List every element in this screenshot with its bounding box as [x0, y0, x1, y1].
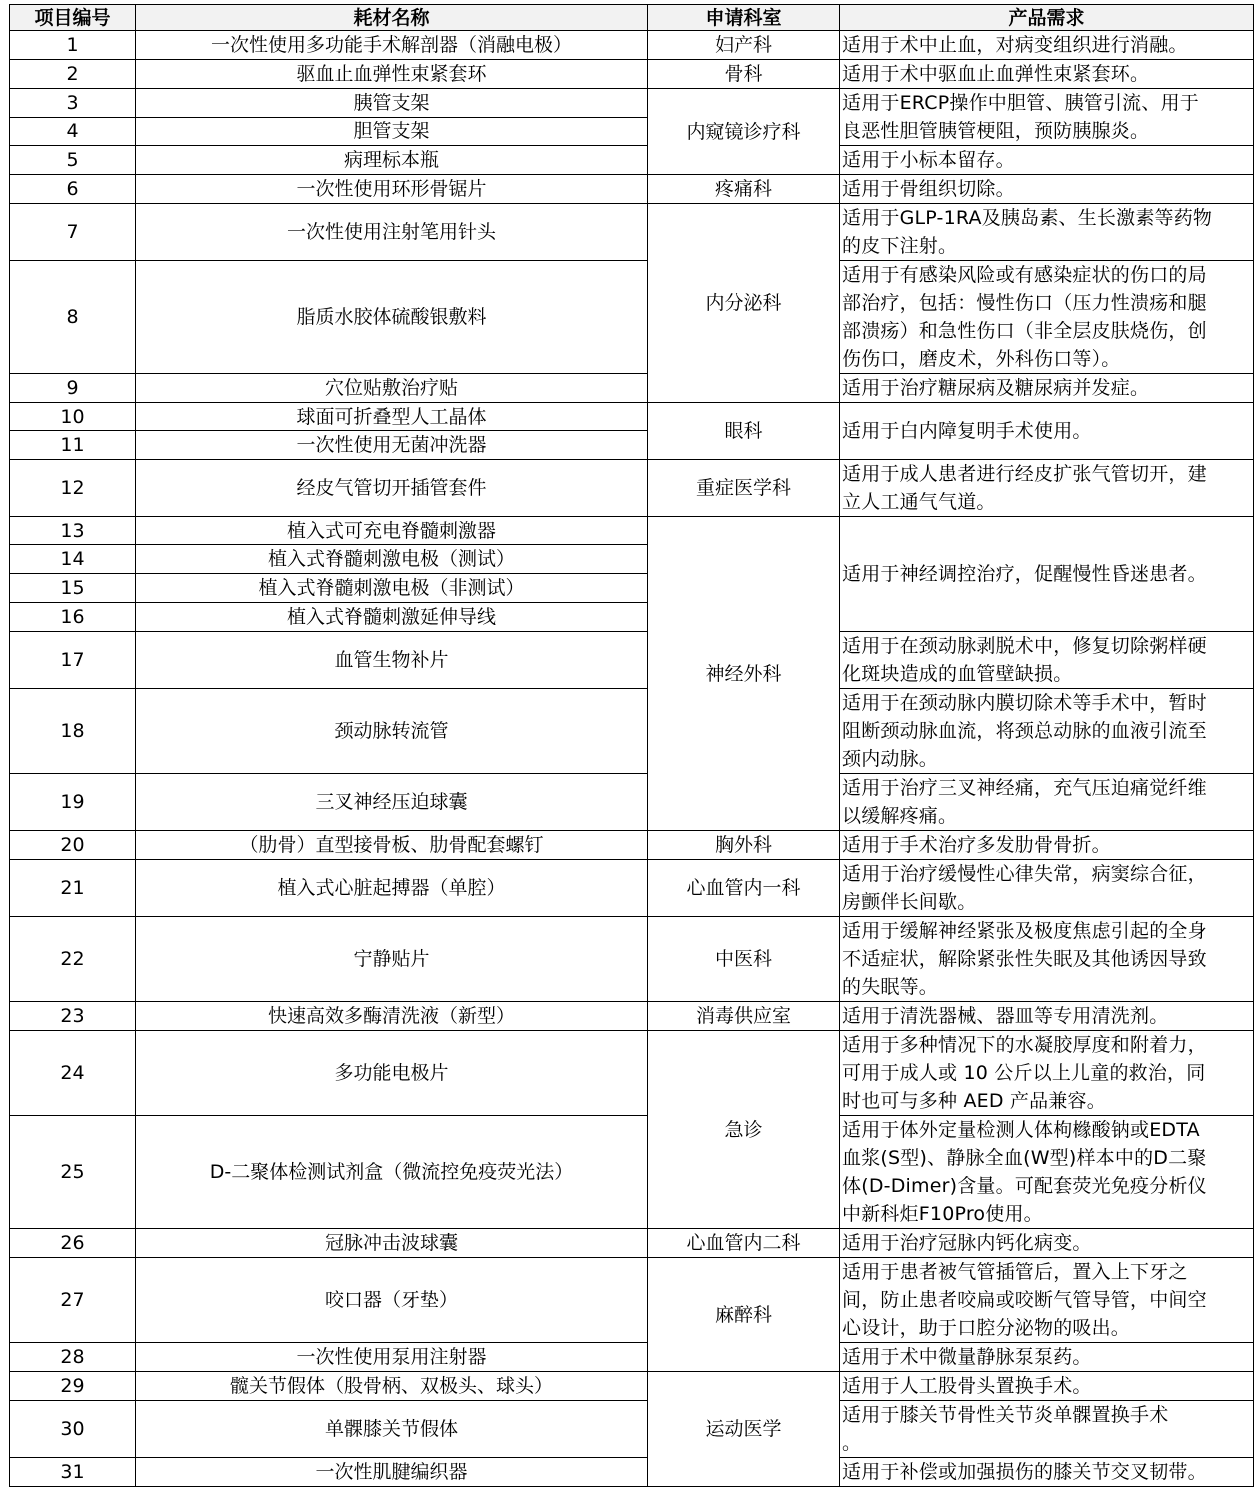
- table-row: [10, 831, 1254, 860]
- item-number: 18: [10, 689, 136, 774]
- item-number: 26: [10, 1229, 136, 1258]
- department-cell: 妇产科: [648, 31, 840, 60]
- requirement-cell: 适用于成人患者进行经皮扩张气管切开，建 立人工通气气道。: [840, 460, 1254, 517]
- item-name: 多功能电极片: [136, 1031, 648, 1116]
- requirement-cell: 适用于有感染风险或有感染症状的伤口的局 部治疗，包括：慢性伤口（压力性溃疡和腿 部溃疡）和急性伤口（非全层皮肤烧伤，创 伤伤口，磨皮术，外科伤口等）。: [840, 261, 1254, 374]
- table-row: [10, 31, 1254, 60]
- requirement-cell: 适用于人工股骨头置换手术。: [840, 1372, 1254, 1401]
- department-cell: 急诊: [648, 1031, 840, 1229]
- item-number: 29: [10, 1372, 136, 1401]
- department-cell: 胸外科: [648, 831, 840, 860]
- table-row: [10, 1401, 1254, 1458]
- table-row: [10, 1229, 1254, 1258]
- requirement-cell: 适用于骨组织切除。: [840, 175, 1254, 204]
- header-department: 申请科室: [648, 5, 840, 31]
- item-name: （肋骨）直型接骨板、肋骨配套螺钉: [136, 831, 648, 860]
- table-row: [10, 374, 1254, 403]
- item-name: 冠脉冲击波球囊: [136, 1229, 648, 1258]
- item-name: 一次性使用泵用注射器: [136, 1343, 648, 1372]
- item-number: 14: [10, 545, 136, 574]
- item-name: 脂质水胶体硫酸银敷料: [136, 261, 648, 374]
- table-row: [10, 60, 1254, 89]
- requirement-cell: 适用于术中微量静脉泵泵药。: [840, 1343, 1254, 1372]
- item-number: 11: [10, 431, 136, 460]
- item-name: 三叉神经压迫球囊: [136, 774, 648, 831]
- item-number: 22: [10, 917, 136, 1002]
- item-number: 19: [10, 774, 136, 831]
- item-number: 17: [10, 632, 136, 689]
- item-name: 植入式脊髓刺激电极（测试）: [136, 545, 648, 574]
- item-name: 一次性使用环形骨锯片: [136, 175, 648, 204]
- table-row: [10, 917, 1254, 1002]
- item-name: 血管生物补片: [136, 632, 648, 689]
- requirement-cell: 适用于神经调控治疗，促醒慢性昏迷患者。: [840, 517, 1254, 632]
- item-number: 12: [10, 460, 136, 517]
- item-name: 一次性使用多功能手术解剖器（消融电极）: [136, 31, 648, 60]
- table-row: [10, 1343, 1254, 1372]
- requirement-cell: 适用于补偿或加强损伤的膝关节交叉韧带。: [840, 1458, 1254, 1487]
- requirement-cell: 适用于膝关节骨性关节炎单髁置换手术 。: [840, 1401, 1254, 1458]
- requirement-cell: 适用于在颈动脉剥脱术中，修复切除粥样硬 化斑块造成的血管壁缺损。: [840, 632, 1254, 689]
- item-name: 驱血止血弹性束紧套环: [136, 60, 648, 89]
- requirement-cell: 适用于多种情况下的水凝胶厚度和附着力， 可用于成人或 10 公斤以上儿童的救治，同 时也可与多种 AED 产品兼容。: [840, 1031, 1254, 1116]
- item-name: 一次性使用注射笔用针头: [136, 204, 648, 261]
- item-number: 24: [10, 1031, 136, 1116]
- item-number: 21: [10, 860, 136, 917]
- item-number: 4: [10, 117, 136, 146]
- item-name: D-二聚体检测试剂盒（微流控免疫荧光法）: [136, 1116, 648, 1229]
- item-number: 5: [10, 146, 136, 175]
- item-number: 15: [10, 574, 136, 603]
- requirement-cell: 适用于ERCP操作中胆管、胰管引流、用于 良恶性胆管胰管梗阻，预防胰腺炎。: [840, 89, 1254, 146]
- table-row: [10, 632, 1254, 689]
- item-name: 胰管支架: [136, 89, 648, 118]
- department-cell: 运动医学: [648, 1372, 840, 1487]
- table-row: [10, 89, 1254, 118]
- table-row: [10, 517, 1254, 545]
- department-cell: 内窥镜诊疗科: [648, 89, 840, 175]
- department-cell: 中医科: [648, 917, 840, 1002]
- item-name: 植入式心脏起搏器（单腔）: [136, 860, 648, 917]
- item-name: 胆管支架: [136, 117, 648, 146]
- requirement-cell: 适用于清洗器械、器皿等专用清洗剂。: [840, 1002, 1254, 1031]
- item-name: 快速高效多酶清洗液（新型）: [136, 1002, 648, 1031]
- department-cell: 心血管内二科: [648, 1229, 840, 1258]
- department-cell: 骨科: [648, 60, 840, 89]
- table-row: [10, 689, 1254, 774]
- table-row: [10, 261, 1254, 374]
- requirement-cell: 适用于患者被气管插管后，置入上下牙之 间，防止患者咬扁或咬断气管导管，中间空 心设计，助于口腔分泌物的吸出。: [840, 1258, 1254, 1343]
- item-name: 病理标本瓶: [136, 146, 648, 175]
- department-cell: 内分泌科: [648, 204, 840, 403]
- requirement-cell: 适用于治疗冠脉内钙化病变。: [840, 1229, 1254, 1258]
- header-item-name: 耗材名称: [136, 5, 648, 31]
- item-number: 30: [10, 1401, 136, 1458]
- item-name: 一次性肌腱编织器: [136, 1458, 648, 1487]
- header-item-no: 项目编号: [10, 5, 136, 31]
- table-row: [10, 403, 1254, 431]
- item-name: 植入式可充电脊髓刺激器: [136, 517, 648, 545]
- table-row: [10, 1458, 1254, 1487]
- item-number: 16: [10, 603, 136, 632]
- item-name: 咬口器（牙垫）: [136, 1258, 648, 1343]
- department-cell: 重症医学科: [648, 460, 840, 517]
- requirement-cell: 适用于治疗缓慢性心律失常，病窦综合征， 房颤伴长间歇。: [840, 860, 1254, 917]
- table-row: [10, 1258, 1254, 1343]
- item-number: 10: [10, 403, 136, 431]
- item-name: 植入式脊髓刺激延伸导线: [136, 603, 648, 632]
- item-number: 6: [10, 175, 136, 204]
- requirement-cell: 适用于缓解神经紧张及极度焦虑引起的全身 不适症状，解除紧张性失眠及其他诱因导致 的失眠等。: [840, 917, 1254, 1002]
- table-row: [10, 1372, 1254, 1401]
- table-row: [10, 460, 1254, 517]
- item-number: 20: [10, 831, 136, 860]
- item-name: 一次性使用无菌冲洗器: [136, 431, 648, 460]
- requirement-cell: 适用于术中驱血止血弹性束紧套环。: [840, 60, 1254, 89]
- item-number: 3: [10, 89, 136, 118]
- requirement-cell: 适用于在颈动脉内膜切除术等手术中，暂时 阻断颈动脉血流，将颈总动脉的血液引流至 颈内动脉。: [840, 689, 1254, 774]
- table-row: [10, 1116, 1254, 1229]
- header-requirement: 产品需求: [840, 5, 1254, 31]
- table-row: [10, 1002, 1254, 1031]
- item-number: 27: [10, 1258, 136, 1343]
- item-number: 8: [10, 261, 136, 374]
- item-name: 植入式脊髓刺激电极（非测试）: [136, 574, 648, 603]
- department-cell: 麻醉科: [648, 1258, 840, 1372]
- item-number: 28: [10, 1343, 136, 1372]
- item-number: 23: [10, 1002, 136, 1031]
- department-cell: 神经外科: [648, 517, 840, 831]
- item-number: 13: [10, 517, 136, 545]
- item-number: 9: [10, 374, 136, 403]
- item-name: 穴位贴敷治疗贴: [136, 374, 648, 403]
- requirement-cell: 适用于治疗糖尿病及糖尿病并发症。: [840, 374, 1254, 403]
- item-name: 经皮气管切开插管套件: [136, 460, 648, 517]
- item-name: 宁静贴片: [136, 917, 648, 1002]
- department-cell: 疼痛科: [648, 175, 840, 204]
- item-name: 颈动脉转流管: [136, 689, 648, 774]
- department-cell: 心血管内一科: [648, 860, 840, 917]
- requirement-cell: 适用于小标本留存。: [840, 146, 1254, 175]
- table-row: [10, 774, 1254, 831]
- item-name: 髋关节假体（股骨柄、双极头、球头）: [136, 1372, 648, 1401]
- item-number: 7: [10, 204, 136, 261]
- item-number: 1: [10, 31, 136, 60]
- header-row: [10, 5, 1254, 31]
- table-row: [10, 146, 1254, 175]
- item-name: 球面可折叠型人工晶体: [136, 403, 648, 431]
- item-name: 单髁膝关节假体: [136, 1401, 648, 1458]
- department-cell: 消毒供应室: [648, 1002, 840, 1031]
- table-row: [10, 175, 1254, 204]
- consumables-table: [9, 4, 1254, 1487]
- requirement-cell: 适用于治疗三叉神经痛，充气压迫痛觉纤维 以缓解疼痛。: [840, 774, 1254, 831]
- item-number: 25: [10, 1116, 136, 1229]
- table-body: [10, 31, 1254, 1487]
- department-cell: 眼科: [648, 403, 840, 460]
- requirement-cell: 适用于GLP-1RA及胰岛素、生长激素等药物 的皮下注射。: [840, 204, 1254, 261]
- item-number: 31: [10, 1458, 136, 1487]
- requirement-cell: 适用于体外定量检测人体枸橼酸钠或EDTA 血浆(S型)、静脉全血(W型)样本中的D二聚 体(D-Dimer)含量。可配套荧光免疫分析仪 中新科炬F10Pro使用。: [840, 1116, 1254, 1229]
- table-row: [10, 860, 1254, 917]
- table-row: [10, 204, 1254, 261]
- requirement-cell: 适用于白内障复明手术使用。: [840, 403, 1254, 460]
- requirement-cell: 适用于手术治疗多发肋骨骨折。: [840, 831, 1254, 860]
- item-number: 2: [10, 60, 136, 89]
- table-row: [10, 1031, 1254, 1116]
- requirement-cell: 适用于术中止血，对病变组织进行消融。: [840, 31, 1254, 60]
